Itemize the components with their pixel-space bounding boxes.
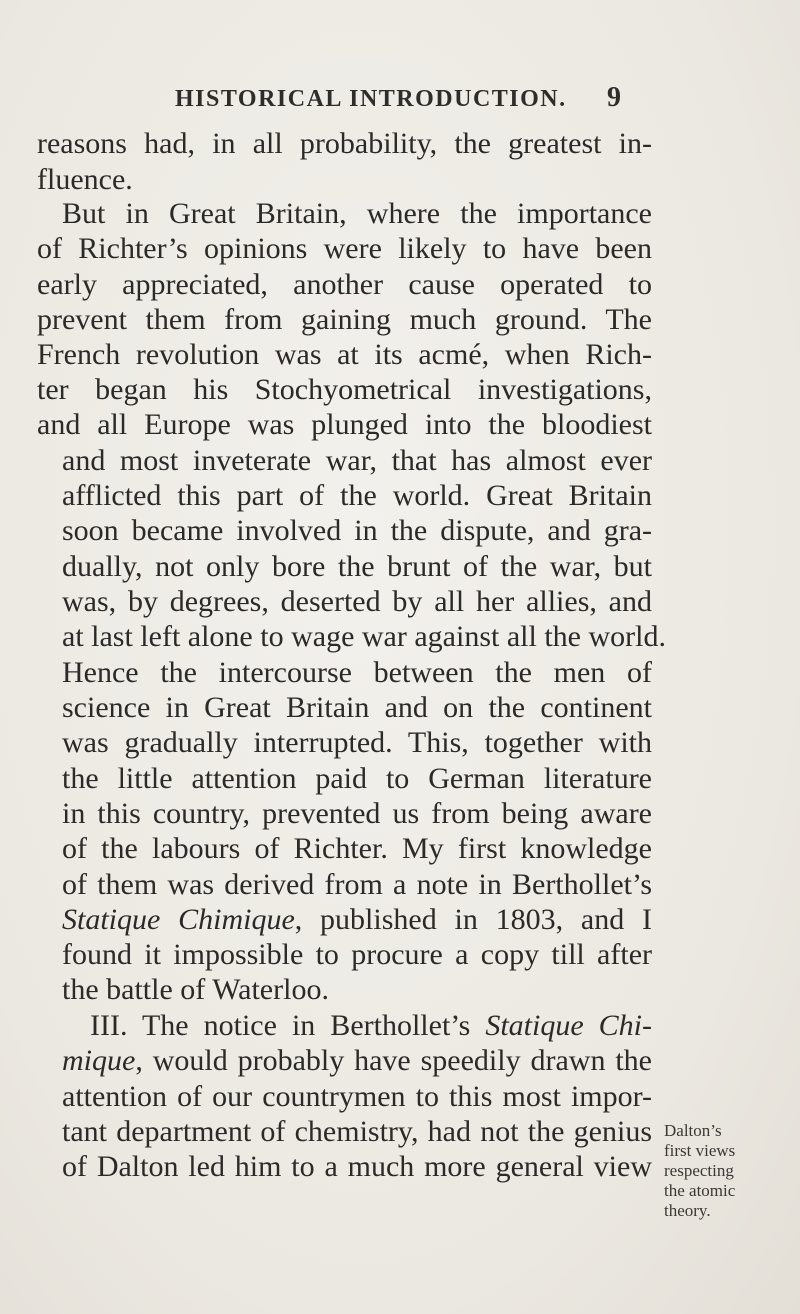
text-line: found it impossible to procure a copy till after	[62, 938, 652, 971]
text-line: of Richter’s opinions were likely to have been	[37, 232, 652, 265]
text-line: But in Great Britain, where the importance	[62, 197, 652, 230]
text-line: tant department of chemistry, had not the genius	[62, 1115, 652, 1148]
text-line: afflicted this part of the world. Great Britain	[62, 479, 652, 512]
marginal-note-line: theory.	[664, 1201, 711, 1220]
text-line: the battle of Waterloo.	[62, 973, 329, 1006]
text-line: attention of our countrymen to this most impor-	[62, 1080, 652, 1113]
text-line: and most inveterate war, that has almost ever	[62, 444, 652, 477]
text-line: Statique Chimique, published in 1803, and I	[62, 903, 652, 936]
text-line: science in Great Britain and on the continent	[62, 691, 652, 724]
marginal-note-line: the atomic	[664, 1181, 736, 1200]
running-head-title: HISTORICAL INTRODUCTION.	[175, 86, 567, 112]
text-line: in this country, prevented us from being aware	[62, 797, 652, 830]
text-line: soon became involved in the dispute, and gra-	[62, 514, 652, 547]
text-line: of them was derived from a note in Berthollet’s	[62, 868, 652, 901]
text-line: Hence the intercourse between the men of	[62, 656, 652, 689]
page-number: 9	[607, 82, 621, 113]
text-line: was, by degrees, deserted by all her allies, and	[62, 585, 652, 618]
text-line: and all Europe was plunged into the bloodiest	[37, 408, 652, 441]
text-line: at last left alone to wage war against all the world.	[62, 620, 666, 653]
text-line: dually, not only bore the brunt of the war, but	[62, 550, 652, 583]
text-line: fluence.	[37, 163, 133, 196]
marginal-note-line: first views	[664, 1141, 736, 1160]
text-line: ter began his Stochyometrical investigations,	[37, 373, 652, 406]
text-line: prevent them from gaining much ground. The	[37, 303, 652, 336]
text-line: mique, would probably have speedily drawn the	[62, 1044, 652, 1077]
text-line: of the labours of Richter. My first knowledge	[62, 832, 652, 865]
text-line: French revolution was at its acmé, when Rich-	[37, 338, 652, 371]
marginal-note-line: respecting	[664, 1161, 734, 1180]
text-line: was gradually interrupted. This, together with	[62, 726, 652, 759]
text-line: reasons had, in all probability, the greatest in-	[37, 127, 652, 160]
marginal-note	[664, 1121, 786, 1221]
text-line: the little attention paid to German literature	[62, 762, 652, 795]
text-line: early appreciated, another cause operated to	[37, 268, 652, 301]
text-line: of Dalton led him to a much more general view	[62, 1150, 652, 1183]
marginal-note-line: Dalton’s	[664, 1121, 722, 1140]
text-line: III. The notice in Berthollet’s Statique Chi-	[90, 1009, 653, 1042]
